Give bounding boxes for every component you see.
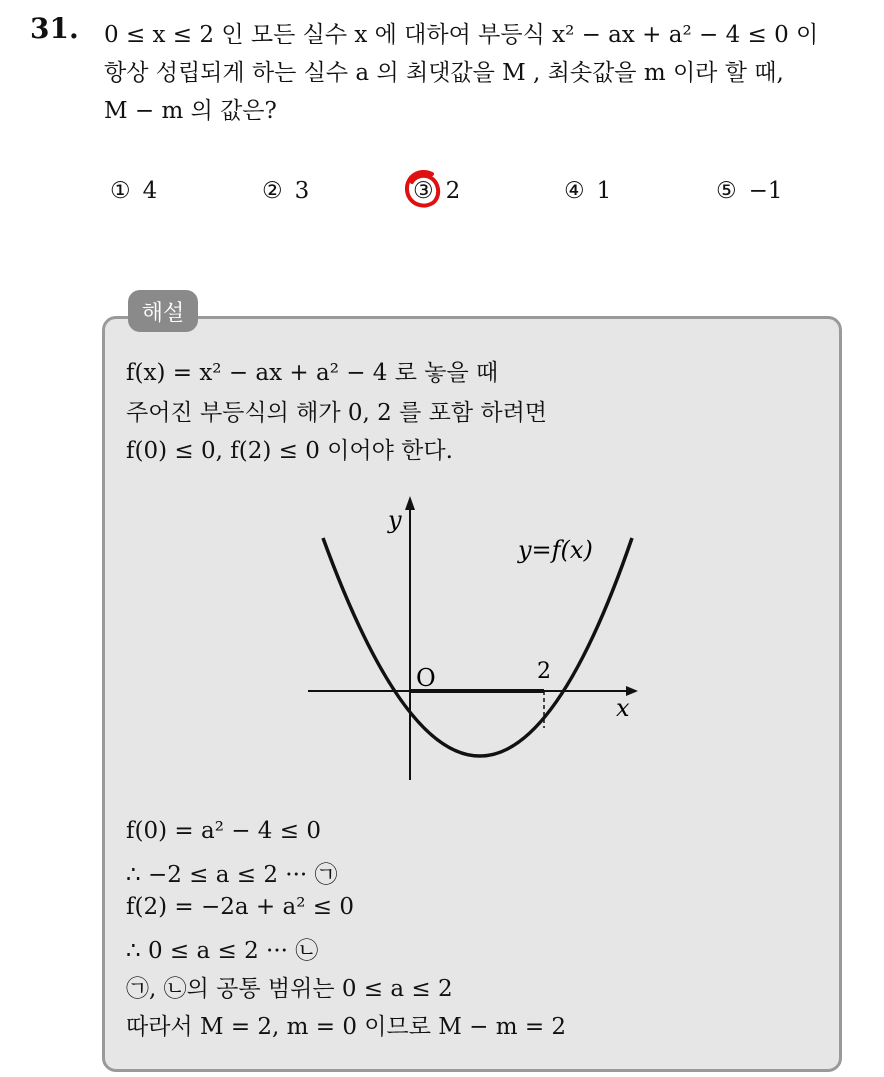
solution-step-2: ∴ −2 ≤ a ≤ 2 ··· ㉠	[126, 862, 338, 888]
solution-step-6: 따라서 M = 2, m = 0 이므로 M − m = 2	[126, 1014, 567, 1040]
choice-5-value: −1	[748, 178, 783, 204]
choice-5[interactable]	[716, 178, 783, 204]
question-number: 31.	[30, 12, 79, 45]
solution-step-1: f(0) = a² − 4 ≤ 0	[126, 818, 321, 844]
solution-step-4: ∴ 0 ≤ a ≤ 2 ··· ㉡	[126, 938, 319, 964]
choice-4-value: 1	[596, 178, 612, 204]
choice-3-mark: ③	[413, 178, 434, 204]
solution-intro-2: 주어진 부등식의 해가 0, 2 를 포함 하려면	[126, 400, 548, 426]
choice-5-mark: ⑤	[716, 178, 737, 204]
parabola-curve	[323, 538, 632, 756]
choice-4-mark: ④	[564, 178, 585, 204]
selected-answer-circle-icon	[402, 168, 442, 212]
parabola-graph	[296, 488, 646, 788]
choice-4[interactable]	[564, 178, 611, 204]
answer-choices	[0, 178, 884, 218]
choice-2-mark: ②	[262, 178, 283, 204]
y-axis-label: y	[388, 506, 402, 534]
y-axis-arrow-icon	[405, 496, 415, 510]
choice-1[interactable]	[110, 178, 157, 204]
choice-1-mark: ①	[110, 178, 131, 204]
x-axis-label: x	[616, 694, 630, 722]
tick-label-2: 2	[537, 659, 551, 684]
question-line-1: 0 ≤ x ≤ 2 인 모든 실수 x 에 대하여 부등식 x² − ax + a² − 4 ≤ 0 이	[104, 22, 819, 48]
choice-3-value: 2	[445, 178, 461, 204]
solution-tag: 해설	[128, 290, 198, 332]
solution-step-3: f(2) = −2a + a² ≤ 0	[126, 894, 354, 920]
solution-intro-3: f(0) ≤ 0, f(2) ≤ 0 이어야 한다.	[126, 438, 453, 464]
question-line-2: 항상 성립되게 하는 실수 a 의 최댓값을 M , 최솟값을 m 이라 할 때,	[104, 60, 784, 86]
solution-intro-1: f(x) = x² − ax + a² − 4 로 놓을 때	[126, 360, 499, 386]
choice-1-value: 4	[142, 178, 158, 204]
choice-2-value: 3	[294, 178, 310, 204]
choice-2[interactable]	[262, 178, 309, 204]
curve-label: y=f(x)	[518, 536, 593, 564]
origin-label: O	[416, 664, 436, 692]
question-line-3: M − m 의 값은?	[104, 98, 277, 124]
solution-step-5: ㉠, ㉡의 공통 범위는 0 ≤ a ≤ 2	[126, 976, 453, 1002]
